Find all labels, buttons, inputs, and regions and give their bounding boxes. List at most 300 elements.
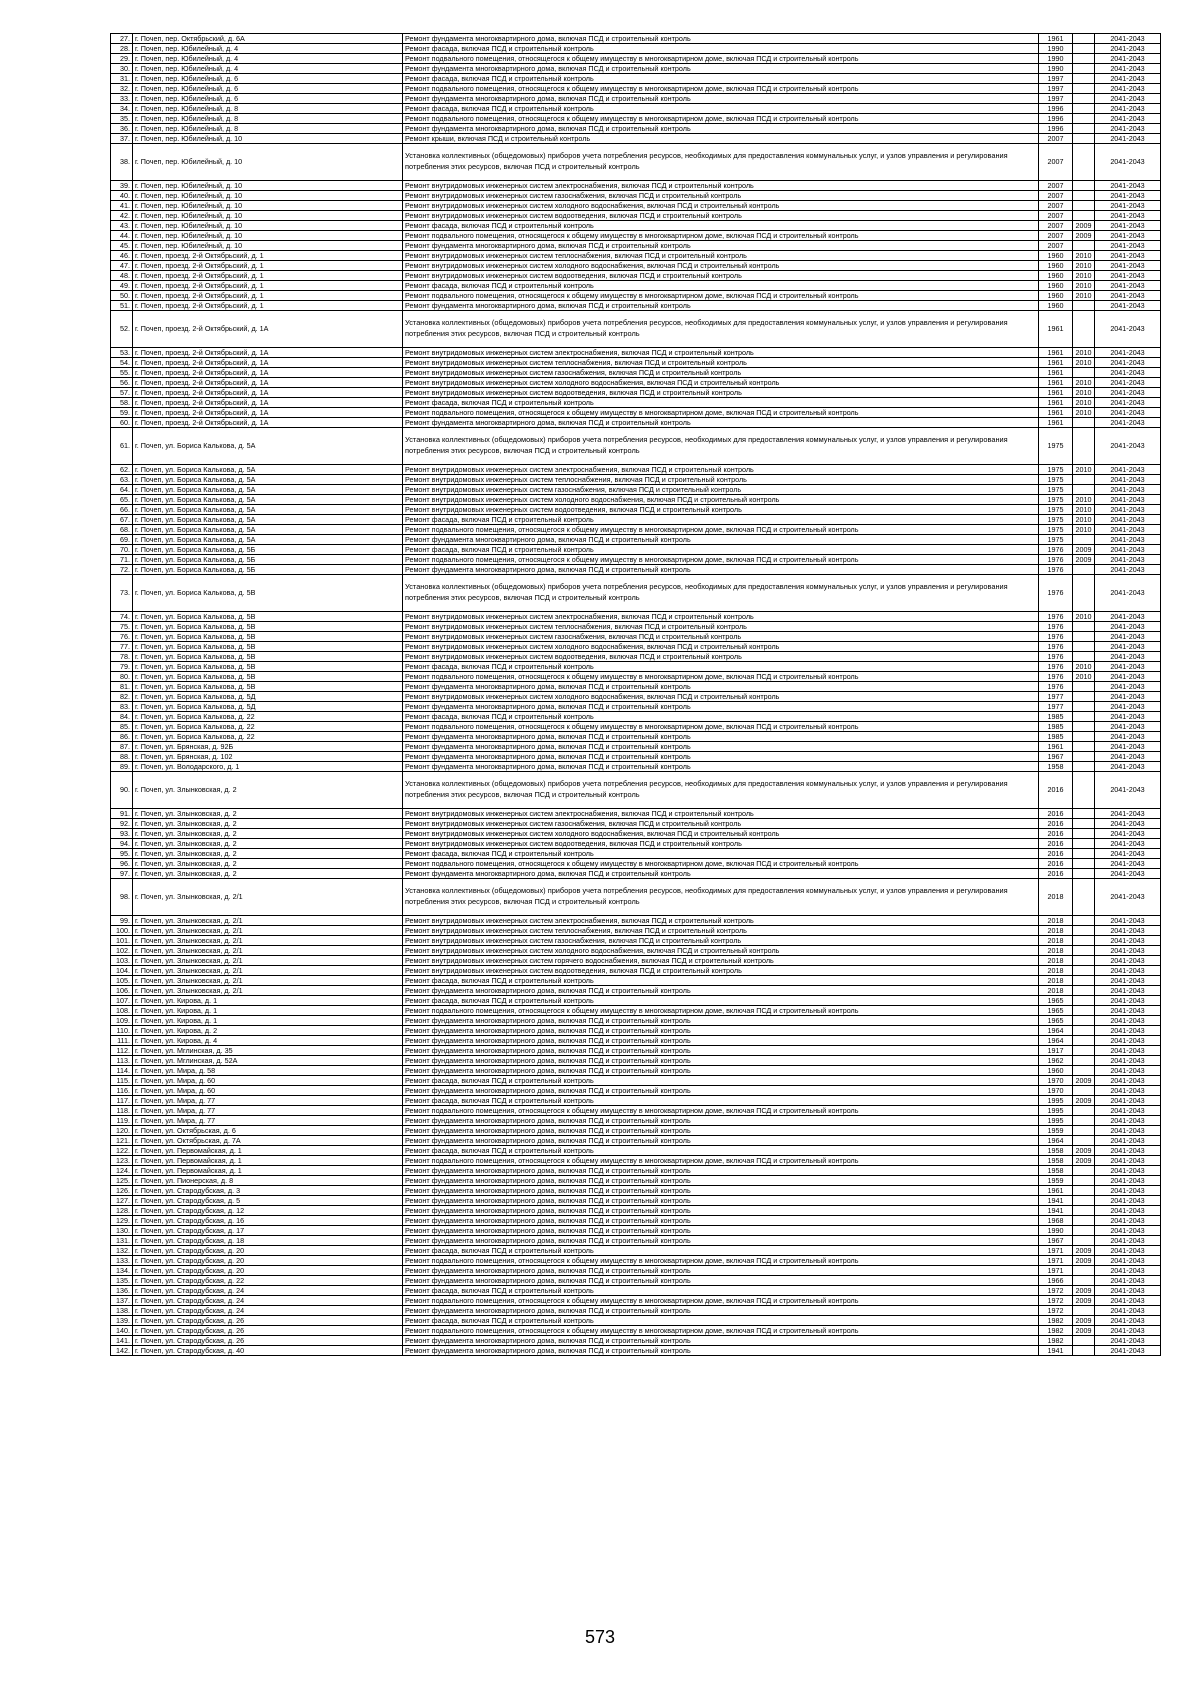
last-repair-year-cell — [1073, 976, 1095, 986]
last-repair-year-cell — [1073, 114, 1095, 124]
table-row — [111, 261, 1161, 271]
table-row — [111, 1106, 1161, 1116]
planned-period-cell: 2041-2043 — [1095, 408, 1161, 418]
last-repair-year-cell: 2010 — [1073, 291, 1095, 301]
address-cell: г. Почеп, пер. Юбилейный, д. 4 — [133, 64, 403, 74]
planned-period-cell: 2041-2043 — [1095, 1196, 1161, 1206]
build-year-cell: 2016 — [1039, 849, 1073, 859]
table-row — [111, 829, 1161, 839]
last-repair-year-cell — [1073, 1306, 1095, 1316]
planned-period-cell: 2041-2043 — [1095, 642, 1161, 652]
table-row — [111, 1276, 1161, 1286]
last-repair-year-cell — [1073, 652, 1095, 662]
build-year-cell: 1997 — [1039, 94, 1073, 104]
build-year-cell: 1965 — [1039, 996, 1073, 1006]
build-year-cell: 1971 — [1039, 1266, 1073, 1276]
build-year-cell: 1977 — [1039, 692, 1073, 702]
table-row — [111, 926, 1161, 936]
work-type-cell: Ремонт фасада, включая ПСД и строительный контроль — [403, 712, 1039, 722]
build-year-cell: 1997 — [1039, 74, 1073, 84]
address-cell: г. Почеп, ул. Бориса Калькова, д. 5А — [133, 515, 403, 525]
row-number: 29. — [111, 54, 133, 64]
address-cell: г. Почеп, пер. Юбилейный, д. 10 — [133, 211, 403, 221]
address-cell: г. Почеп, ул. Стародубская, д. 20 — [133, 1246, 403, 1256]
last-repair-year-cell: 2010 — [1073, 495, 1095, 505]
work-type-cell: Ремонт внутридомовых инженерных систем газоснабжения, включая ПСД и строительный контроль — [403, 936, 1039, 946]
build-year-cell: 1976 — [1039, 632, 1073, 642]
build-year-cell: 1990 — [1039, 54, 1073, 64]
address-cell: г. Почеп, ул. Стародубская, д. 24 — [133, 1296, 403, 1306]
build-year-cell: 1976 — [1039, 682, 1073, 692]
build-year-cell: 1977 — [1039, 702, 1073, 712]
build-year-cell: 1996 — [1039, 124, 1073, 134]
table-body — [111, 34, 1161, 1356]
table-row — [111, 662, 1161, 672]
last-repair-year-cell — [1073, 1186, 1095, 1196]
row-number: 90. — [111, 772, 133, 809]
row-number: 118. — [111, 1106, 133, 1116]
table-row — [111, 545, 1161, 555]
build-year-cell: 1976 — [1039, 642, 1073, 652]
build-year-cell: 1964 — [1039, 1026, 1073, 1036]
address-cell: г. Почеп, ул. Мглинская, д. 52А — [133, 1056, 403, 1066]
table-row — [111, 1256, 1161, 1266]
build-year-cell: 1960 — [1039, 261, 1073, 271]
address-cell: г. Почеп, пер. Юбилейный, д. 10 — [133, 191, 403, 201]
table-row — [111, 281, 1161, 291]
address-cell: г. Почеп, ул. Кирова, д. 1 — [133, 1006, 403, 1016]
last-repair-year-cell — [1073, 311, 1095, 348]
table-row — [111, 64, 1161, 74]
planned-period-cell: 2041-2043 — [1095, 879, 1161, 916]
address-cell: г. Почеп, ул. Мира, д. 60 — [133, 1086, 403, 1096]
address-cell: г. Почеп, ул. Бориса Калькова, д. 5В — [133, 652, 403, 662]
work-type-cell: Установка коллективных (общедомовых) приборов учета потребления ресурсов, необходимых для предоставления коммунальных услуг, и узлов управления и регулирования потребления этих ресурсов, включая ПСД и строительный контроль — [403, 575, 1039, 612]
work-type-cell: Ремонт фасада, включая ПСД и строительный контроль — [403, 996, 1039, 1006]
work-type-cell: Ремонт внутридомовых инженерных систем водоотведения, включая ПСД и строительный контроль — [403, 388, 1039, 398]
work-type-cell: Ремонт фасада, включая ПСД и строительный контроль — [403, 104, 1039, 114]
table-row — [111, 475, 1161, 485]
planned-period-cell: 2041-2043 — [1095, 752, 1161, 762]
work-type-cell: Ремонт внутридомовых инженерных систем газоснабжения, включая ПСД и строительный контроль — [403, 819, 1039, 829]
build-year-cell: 1961 — [1039, 368, 1073, 378]
row-number: 61. — [111, 428, 133, 465]
table-row — [111, 485, 1161, 495]
table-row — [111, 819, 1161, 829]
row-number: 101. — [111, 936, 133, 946]
row-number: 116. — [111, 1086, 133, 1096]
row-number: 45. — [111, 241, 133, 251]
row-number: 47. — [111, 261, 133, 271]
build-year-cell: 2007 — [1039, 144, 1073, 181]
work-type-cell: Ремонт фасада, включая ПСД и строительный контроль — [403, 1096, 1039, 1106]
last-repair-year-cell — [1073, 64, 1095, 74]
work-type-cell: Ремонт внутридомовых инженерных систем холодного водоснабжения, включая ПСД и строительный контроль — [403, 261, 1039, 271]
table-row — [111, 809, 1161, 819]
build-year-cell: 1972 — [1039, 1286, 1073, 1296]
table-row — [111, 465, 1161, 475]
planned-period-cell: 2041-2043 — [1095, 1256, 1161, 1266]
row-number: 107. — [111, 996, 133, 1006]
work-type-cell: Ремонт внутридомовых инженерных систем холодного водоснабжения, включая ПСД и строительный контроль — [403, 692, 1039, 702]
work-type-cell: Ремонт фундамента многоквартирного дома, включая ПСД и строительный контроль — [403, 94, 1039, 104]
address-cell: г. Почеп, проезд. 2-й Октябрьский, д. 1 — [133, 301, 403, 311]
build-year-cell: 2007 — [1039, 134, 1073, 144]
table-row — [111, 114, 1161, 124]
address-cell: г. Почеп, ул. Брянская, д. 102 — [133, 752, 403, 762]
last-repair-year-cell — [1073, 1056, 1095, 1066]
work-type-cell: Ремонт фундамента многоквартирного дома, включая ПСД и строительный контроль — [403, 702, 1039, 712]
row-number: 114. — [111, 1066, 133, 1076]
address-cell: г. Почеп, проезд. 2-й Октябрьский, д. 1А — [133, 408, 403, 418]
build-year-cell: 1976 — [1039, 662, 1073, 672]
planned-period-cell: 2041-2043 — [1095, 505, 1161, 515]
address-cell: г. Почеп, ул. Бориса Калькова, д. 5А — [133, 428, 403, 465]
row-number: 117. — [111, 1096, 133, 1106]
last-repair-year-cell — [1073, 201, 1095, 211]
build-year-cell: 1985 — [1039, 732, 1073, 742]
build-year-cell: 1990 — [1039, 1226, 1073, 1236]
planned-period-cell: 2041-2043 — [1095, 475, 1161, 485]
address-cell: г. Почеп, проезд. 2-й Октябрьский, д. 1 — [133, 281, 403, 291]
address-cell: г. Почеп, ул. Мира, д. 77 — [133, 1096, 403, 1106]
row-number: 91. — [111, 809, 133, 819]
address-cell: г. Почеп, ул. Пионерская, д. 8 — [133, 1176, 403, 1186]
last-repair-year-cell: 2010 — [1073, 612, 1095, 622]
planned-period-cell: 2041-2043 — [1095, 1326, 1161, 1336]
last-repair-year-cell — [1073, 1236, 1095, 1246]
work-type-cell: Ремонт фасада, включая ПСД и строительный контроль — [403, 1316, 1039, 1326]
last-repair-year-cell — [1073, 732, 1095, 742]
table-row — [111, 515, 1161, 525]
planned-period-cell: 2041-2043 — [1095, 1266, 1161, 1276]
address-cell: г. Почеп, пер. Юбилейный, д. 10 — [133, 231, 403, 241]
planned-period-cell: 2041-2043 — [1095, 241, 1161, 251]
planned-period-cell: 2041-2043 — [1095, 1176, 1161, 1186]
planned-period-cell: 2041-2043 — [1095, 1056, 1161, 1066]
build-year-cell: 2016 — [1039, 829, 1073, 839]
address-cell: г. Почеп, ул. Мглинская, д. 35 — [133, 1046, 403, 1056]
last-repair-year-cell — [1073, 1206, 1095, 1216]
build-year-cell: 1982 — [1039, 1336, 1073, 1346]
row-number: 54. — [111, 358, 133, 368]
work-type-cell: Ремонт фасада, включая ПСД и строительный контроль — [403, 515, 1039, 525]
table-row — [111, 181, 1161, 191]
table-row — [111, 966, 1161, 976]
table-row — [111, 1166, 1161, 1176]
last-repair-year-cell: 2009 — [1073, 231, 1095, 241]
address-cell: г. Почеп, ул. Злынковская, д. 2/1 — [133, 926, 403, 936]
work-type-cell: Ремонт внутридомовых инженерных систем теплоснабжения, включая ПСД и строительный контроль — [403, 622, 1039, 632]
row-number: 97. — [111, 869, 133, 879]
last-repair-year-cell: 2010 — [1073, 348, 1095, 358]
table-row — [111, 1246, 1161, 1256]
build-year-cell: 1976 — [1039, 565, 1073, 575]
last-repair-year-cell: 2010 — [1073, 261, 1095, 271]
work-type-cell: Ремонт фундамента многоквартирного дома, включая ПСД и строительный контроль — [403, 1236, 1039, 1246]
table-row — [111, 291, 1161, 301]
last-repair-year-cell: 2009 — [1073, 1316, 1095, 1326]
last-repair-year-cell — [1073, 712, 1095, 722]
build-year-cell: 1976 — [1039, 672, 1073, 682]
planned-period-cell: 2041-2043 — [1095, 1136, 1161, 1146]
row-number: 75. — [111, 622, 133, 632]
build-year-cell: 1960 — [1039, 291, 1073, 301]
last-repair-year-cell — [1073, 966, 1095, 976]
last-repair-year-cell: 2009 — [1073, 1076, 1095, 1086]
planned-period-cell: 2041-2043 — [1095, 555, 1161, 565]
work-type-cell: Ремонт фундамента многоквартирного дома, включая ПСД и строительный контроль — [403, 1116, 1039, 1126]
row-number: 110. — [111, 1026, 133, 1036]
address-cell: г. Почеп, ул. Злынковская, д. 2/1 — [133, 916, 403, 926]
planned-period-cell: 2041-2043 — [1095, 1346, 1161, 1356]
work-type-cell: Ремонт фундамента многоквартирного дома, включая ПСД и строительный контроль — [403, 1226, 1039, 1236]
table-row — [111, 1046, 1161, 1056]
table-row — [111, 672, 1161, 682]
table-row — [111, 575, 1161, 612]
row-number: 55. — [111, 368, 133, 378]
address-cell: г. Почеп, пер. Юбилейный, д. 10 — [133, 134, 403, 144]
row-number: 109. — [111, 1016, 133, 1026]
row-number: 35. — [111, 114, 133, 124]
planned-period-cell: 2041-2043 — [1095, 1156, 1161, 1166]
address-cell: г. Почеп, ул. Стародубская, д. 40 — [133, 1346, 403, 1356]
last-repair-year-cell: 2009 — [1073, 555, 1095, 565]
planned-period-cell: 2041-2043 — [1095, 114, 1161, 124]
planned-period-cell: 2041-2043 — [1095, 672, 1161, 682]
work-type-cell: Ремонт фундамента многоквартирного дома, включая ПСД и строительный контроль — [403, 418, 1039, 428]
planned-period-cell: 2041-2043 — [1095, 271, 1161, 281]
table-row — [111, 1066, 1161, 1076]
table-row — [111, 1336, 1161, 1346]
build-year-cell: 1961 — [1039, 311, 1073, 348]
planned-period-cell: 2041-2043 — [1095, 291, 1161, 301]
work-type-cell: Ремонт фасада, включая ПСД и строительный контроль — [403, 1076, 1039, 1086]
build-year-cell: 1958 — [1039, 1156, 1073, 1166]
address-cell: г. Почеп, проезд. 2-й Октябрьский, д. 1 — [133, 291, 403, 301]
last-repair-year-cell — [1073, 104, 1095, 114]
last-repair-year-cell — [1073, 1166, 1095, 1176]
planned-period-cell: 2041-2043 — [1095, 84, 1161, 94]
address-cell: г. Почеп, ул. Злынковская, д. 2 — [133, 809, 403, 819]
address-cell: г. Почеп, пер. Юбилейный, д. 8 — [133, 124, 403, 134]
last-repair-year-cell — [1073, 936, 1095, 946]
table-row — [111, 859, 1161, 869]
row-number: 131. — [111, 1236, 133, 1246]
planned-period-cell: 2041-2043 — [1095, 869, 1161, 879]
build-year-cell: 1971 — [1039, 1256, 1073, 1266]
address-cell: г. Почеп, ул. Злынковская, д. 2/1 — [133, 879, 403, 916]
row-number: 50. — [111, 291, 133, 301]
planned-period-cell: 2041-2043 — [1095, 1216, 1161, 1226]
table-row — [111, 124, 1161, 134]
last-repair-year-cell — [1073, 869, 1095, 879]
row-number: 44. — [111, 231, 133, 241]
build-year-cell: 1995 — [1039, 1096, 1073, 1106]
work-type-cell: Ремонт фундамента многоквартирного дома, включая ПСД и строительный контроль — [403, 682, 1039, 692]
table-row — [111, 1126, 1161, 1136]
row-number: 42. — [111, 211, 133, 221]
row-number: 39. — [111, 181, 133, 191]
address-cell: г. Почеп, ул. Бориса Калькова, д. 5В — [133, 682, 403, 692]
address-cell: г. Почеп, ул. Брянская, д. 92Б — [133, 742, 403, 752]
planned-period-cell: 2041-2043 — [1095, 1246, 1161, 1256]
planned-period-cell: 2041-2043 — [1095, 54, 1161, 64]
table-row — [111, 869, 1161, 879]
planned-period-cell: 2041-2043 — [1095, 261, 1161, 271]
planned-period-cell: 2041-2043 — [1095, 1186, 1161, 1196]
build-year-cell: 2007 — [1039, 231, 1073, 241]
work-type-cell: Ремонт фундамента многоквартирного дома, включая ПСД и строительный контроль — [403, 732, 1039, 742]
last-repair-year-cell — [1073, 418, 1095, 428]
last-repair-year-cell — [1073, 1106, 1095, 1116]
address-cell: г. Почеп, ул. Бориса Калькова, д. 5А — [133, 525, 403, 535]
last-repair-year-cell — [1073, 859, 1095, 869]
row-number: 52. — [111, 311, 133, 348]
work-type-cell: Ремонт фундамента многоквартирного дома, включая ПСД и строительный контроль — [403, 1306, 1039, 1316]
last-repair-year-cell — [1073, 1026, 1095, 1036]
planned-period-cell: 2041-2043 — [1095, 692, 1161, 702]
last-repair-year-cell: 2009 — [1073, 1326, 1095, 1336]
work-type-cell: Ремонт внутридомовых инженерных систем холодного водоснабжения, включая ПСД и строительный контроль — [403, 378, 1039, 388]
last-repair-year-cell — [1073, 1046, 1095, 1056]
address-cell: г. Почеп, ул. Бориса Калькова, д. 22 — [133, 722, 403, 732]
last-repair-year-cell — [1073, 1266, 1095, 1276]
table-row — [111, 1016, 1161, 1026]
address-cell: г. Почеп, ул. Бориса Калькова, д. 5В — [133, 622, 403, 632]
row-number: 69. — [111, 535, 133, 545]
address-cell: г. Почеп, ул. Стародубская, д. 12 — [133, 1206, 403, 1216]
build-year-cell: 1961 — [1039, 34, 1073, 44]
row-number: 27. — [111, 34, 133, 44]
build-year-cell: 1996 — [1039, 114, 1073, 124]
work-type-cell: Ремонт фундамента многоквартирного дома, включая ПСД и строительный контроль — [403, 1026, 1039, 1036]
build-year-cell: 2018 — [1039, 956, 1073, 966]
planned-period-cell: 2041-2043 — [1095, 388, 1161, 398]
build-year-cell: 1964 — [1039, 1136, 1073, 1146]
build-year-cell: 2018 — [1039, 976, 1073, 986]
row-number: 62. — [111, 465, 133, 475]
row-number: 127. — [111, 1196, 133, 1206]
work-type-cell: Установка коллективных (общедомовых) приборов учета потребления ресурсов, необходимых для предоставления коммунальных услуг, и узлов управления и регулирования потребления этих ресурсов, включая ПСД и строительный контроль — [403, 311, 1039, 348]
planned-period-cell: 2041-2043 — [1095, 622, 1161, 632]
planned-period-cell: 2041-2043 — [1095, 742, 1161, 752]
address-cell: г. Почеп, пер. Юбилейный, д. 10 — [133, 181, 403, 191]
work-type-cell: Ремонт внутридомовых инженерных систем водоотведения, включая ПСД и строительный контроль — [403, 211, 1039, 221]
work-type-cell: Ремонт фасада, включая ПСД и строительный контроль — [403, 44, 1039, 54]
last-repair-year-cell — [1073, 1016, 1095, 1026]
table-row — [111, 1186, 1161, 1196]
planned-period-cell: 2041-2043 — [1095, 682, 1161, 692]
build-year-cell: 2018 — [1039, 879, 1073, 916]
address-cell: г. Почеп, пер. Юбилейный, д. 6 — [133, 84, 403, 94]
build-year-cell: 1975 — [1039, 505, 1073, 515]
row-number: 79. — [111, 662, 133, 672]
address-cell: г. Почеп, ул. Стародубская, д. 20 — [133, 1266, 403, 1276]
planned-period-cell: 2041-2043 — [1095, 281, 1161, 291]
table-row — [111, 612, 1161, 622]
table-row — [111, 1026, 1161, 1036]
last-repair-year-cell — [1073, 1226, 1095, 1236]
work-type-cell: Ремонт внутридомовых инженерных систем электроснабжения, включая ПСД и строительный контроль — [403, 181, 1039, 191]
build-year-cell: 2007 — [1039, 191, 1073, 201]
table-row — [111, 271, 1161, 281]
row-number: 34. — [111, 104, 133, 114]
build-year-cell: 1967 — [1039, 752, 1073, 762]
last-repair-year-cell — [1073, 642, 1095, 652]
row-number: 59. — [111, 408, 133, 418]
planned-period-cell: 2041-2043 — [1095, 1206, 1161, 1216]
planned-period-cell: 2041-2043 — [1095, 1076, 1161, 1086]
work-type-cell: Ремонт подвального помещения, относящегося к общему имуществу в многоквартирном доме, включая ПСД и строительный контроль — [403, 408, 1039, 418]
build-year-cell: 1975 — [1039, 495, 1073, 505]
build-year-cell: 1976 — [1039, 622, 1073, 632]
work-type-cell: Ремонт фасада, включая ПСД и строительный контроль — [403, 1146, 1039, 1156]
table-row — [111, 428, 1161, 465]
build-year-cell: 1917 — [1039, 1046, 1073, 1056]
address-cell: г. Почеп, ул. Стародубская, д. 24 — [133, 1306, 403, 1316]
planned-period-cell: 2041-2043 — [1095, 181, 1161, 191]
work-type-cell: Ремонт фундамента многоквартирного дома, включая ПСД и строительный контроль — [403, 301, 1039, 311]
table-row — [111, 191, 1161, 201]
last-repair-year-cell — [1073, 762, 1095, 772]
row-number: 133. — [111, 1256, 133, 1266]
last-repair-year-cell — [1073, 1196, 1095, 1206]
planned-period-cell: 2041-2043 — [1095, 221, 1161, 231]
work-type-cell: Ремонт внутридомовых инженерных систем водоотведения, включая ПСД и строительный контроль — [403, 839, 1039, 849]
work-type-cell: Ремонт внутридомовых инженерных систем электроснабжения, включая ПСД и строительный контроль — [403, 916, 1039, 926]
table-row — [111, 936, 1161, 946]
work-type-cell: Ремонт фундамента многоквартирного дома, включая ПСД и строительный контроль — [403, 1016, 1039, 1026]
last-repair-year-cell — [1073, 946, 1095, 956]
planned-period-cell: 2041-2043 — [1095, 976, 1161, 986]
build-year-cell: 2016 — [1039, 859, 1073, 869]
planned-period-cell: 2041-2043 — [1095, 545, 1161, 555]
build-year-cell: 1961 — [1039, 388, 1073, 398]
table-row — [111, 1196, 1161, 1206]
work-type-cell: Ремонт фундамента многоквартирного дома, включая ПСД и строительный контроль — [403, 64, 1039, 74]
address-cell: г. Почеп, ул. Стародубская, д. 20 — [133, 1256, 403, 1266]
table-row — [111, 956, 1161, 966]
build-year-cell: 1960 — [1039, 281, 1073, 291]
address-cell: г. Почеп, проезд. 2-й Октябрьский, д. 1А — [133, 398, 403, 408]
address-cell: г. Почеп, проезд. 2-й Октябрьский, д. 1А — [133, 388, 403, 398]
last-repair-year-cell: 2009 — [1073, 1246, 1095, 1256]
address-cell: г. Почеп, ул. Бориса Калькова, д. 5В — [133, 575, 403, 612]
work-type-cell: Ремонт внутридомовых инженерных систем холодного водоснабжения, включая ПСД и строительный контроль — [403, 642, 1039, 652]
planned-period-cell: 2041-2043 — [1095, 575, 1161, 612]
planned-period-cell: 2041-2043 — [1095, 702, 1161, 712]
row-number: 36. — [111, 124, 133, 134]
last-repair-year-cell — [1073, 191, 1095, 201]
table-row — [111, 1116, 1161, 1126]
last-repair-year-cell: 2009 — [1073, 1156, 1095, 1166]
planned-period-cell: 2041-2043 — [1095, 652, 1161, 662]
row-number: 31. — [111, 74, 133, 84]
work-type-cell: Ремонт подвального помещения, относящегося к общему имуществу в многоквартирном доме, включая ПСД и строительный контроль — [403, 54, 1039, 64]
row-number: 132. — [111, 1246, 133, 1256]
last-repair-year-cell: 2010 — [1073, 281, 1095, 291]
planned-period-cell: 2041-2043 — [1095, 104, 1161, 114]
work-type-cell: Ремонт фундамента многоквартирного дома, включая ПСД и строительный контроль — [403, 869, 1039, 879]
work-type-cell: Ремонт фундамента многоквартирного дома, включая ПСД и строительный контроль — [403, 1216, 1039, 1226]
table-row — [111, 879, 1161, 916]
table-row — [111, 916, 1161, 926]
work-type-cell: Ремонт подвального помещения, относящегося к общему имуществу в многоквартирном доме, включая ПСД и строительный контроль — [403, 1156, 1039, 1166]
row-number: 28. — [111, 44, 133, 54]
work-type-cell: Ремонт подвального помещения, относящегося к общему имуществу в многоквартирном доме, включая ПСД и строительный контроль — [403, 114, 1039, 124]
table-row — [111, 1236, 1161, 1246]
